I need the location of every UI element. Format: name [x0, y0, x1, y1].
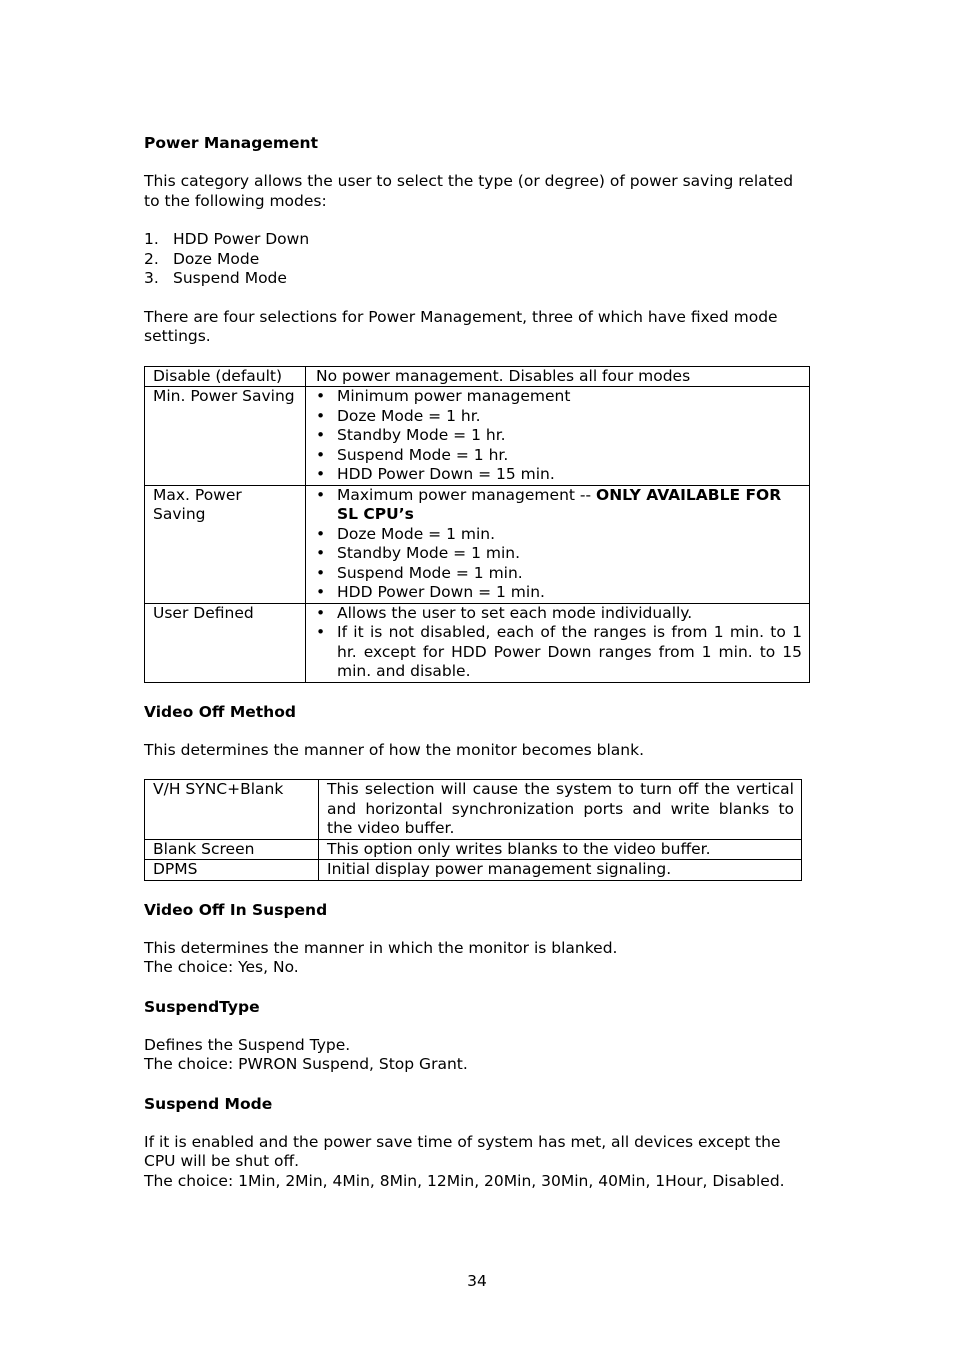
- list-item: • Doze Mode = 1 hr.: [314, 407, 802, 427]
- list-item: 2. Doze Mode: [144, 249, 260, 268]
- table-row: [145, 839, 802, 860]
- suspend-mode-desc: If it is enabled and the power save time of system has met, all devices except the CPU will be shut off.: [144, 1132, 781, 1170]
- suspend-type-heading: SuspendType: [144, 997, 260, 1016]
- table-row: [145, 387, 810, 486]
- power-selections-text: There are four selections for Power Management, three of which have fixed mode settings.: [144, 307, 778, 345]
- suspend-type-choice: The choice: PWRON Suspend, Stop Grant.: [144, 1055, 468, 1073]
- table-cell: User Defined: [145, 603, 306, 682]
- table-row: [145, 366, 810, 387]
- table-cell: Min. Power Saving: [145, 387, 306, 486]
- document-body: [144, 133, 810, 1191]
- bullet-list: [314, 604, 802, 682]
- video-off-method-heading: Video Off Method: [144, 702, 296, 721]
- list-item: • Minimum power management: [314, 387, 802, 407]
- table-cell: V/H SYNC+Blank: [145, 780, 319, 840]
- page-number: 34: [467, 1272, 487, 1290]
- table-cell: Disable (default): [145, 366, 306, 387]
- bullet-list: [314, 486, 802, 603]
- table-row: [145, 860, 802, 881]
- suspend-mode-choice: The choice: 1Min, 2Min, 4Min, 8Min, 12Min, 20Min, 30Min, 40Min, 1Hour, Disabled.: [144, 1171, 785, 1190]
- suspend-mode-heading: Suspend Mode: [144, 1094, 273, 1113]
- power-management-heading: Power Management: [144, 134, 318, 152]
- table-row: [145, 485, 810, 603]
- table-cell: Initial display power management signaling.: [319, 860, 802, 881]
- table-cell: DPMS: [145, 860, 319, 881]
- availability-note: ONLY AVAILABLE FOR SL CPU’s: [337, 485, 782, 523]
- list-item: • Suspend Mode = 1 hr.: [314, 446, 802, 466]
- list-item: • Suspend Mode = 1 min.: [314, 564, 802, 584]
- video-off-method-table: [144, 779, 802, 881]
- list-item: • Doze Mode = 1 min.: [314, 525, 802, 545]
- power-management-table: [144, 366, 810, 683]
- video-off-in-suspend-choice: The choice: Yes, No.: [144, 958, 299, 976]
- list-item: • Standby Mode = 1 min.: [314, 544, 802, 564]
- list-item: • HDD Power Down = 1 min.: [314, 583, 802, 603]
- list-item: 3. Suspend Mode: [144, 269, 287, 287]
- list-item: • Standby Mode = 1 hr.: [314, 426, 802, 446]
- table-cell: [306, 603, 810, 682]
- power-modes-list: [144, 230, 810, 289]
- suspend-type-desc: Defines the Suspend Type.: [144, 1035, 351, 1054]
- table-cell: Max. Power Saving: [145, 485, 306, 603]
- table-row: [145, 603, 810, 682]
- table-cell: [306, 387, 810, 486]
- table-cell: This selection will cause the system to turn off the vertical and horizontal synchronization ports and write blanks to the video buffer.: [319, 780, 802, 840]
- table-cell: This option only writes blanks to the video buffer.: [319, 839, 802, 860]
- list-item: • HDD Power Down = 15 min.: [314, 465, 802, 485]
- list-item: 1. HDD Power Down: [144, 230, 310, 248]
- video-off-in-suspend-desc: This determines the manner in which the monitor is blanked.: [144, 938, 618, 957]
- list-item: • If it is not disabled, each of the ranges is from 1 min. to 1 hr. except for HDD Power Down ranges from 1 min. to 15 min. and disable.: [314, 623, 802, 682]
- table-cell: [306, 485, 810, 603]
- table-cell: No power management. Disables all four modes: [306, 366, 810, 387]
- table-row: [145, 780, 802, 840]
- video-off-in-suspend-heading: Video Off In Suspend: [144, 900, 328, 919]
- power-management-intro: This category allows the user to select the type (or degree) of power saving related to the following modes:: [144, 172, 794, 210]
- video-off-method-intro: This determines the manner of how the monitor becomes blank.: [144, 740, 645, 759]
- table-cell: Blank Screen: [145, 839, 319, 860]
- bullet-list: [314, 387, 802, 485]
- list-item: • Allows the user to set each mode individually.: [314, 604, 802, 624]
- list-item: • Maximum power management -- ONLY AVAILABLE FOR SL CPU’s: [314, 486, 802, 525]
